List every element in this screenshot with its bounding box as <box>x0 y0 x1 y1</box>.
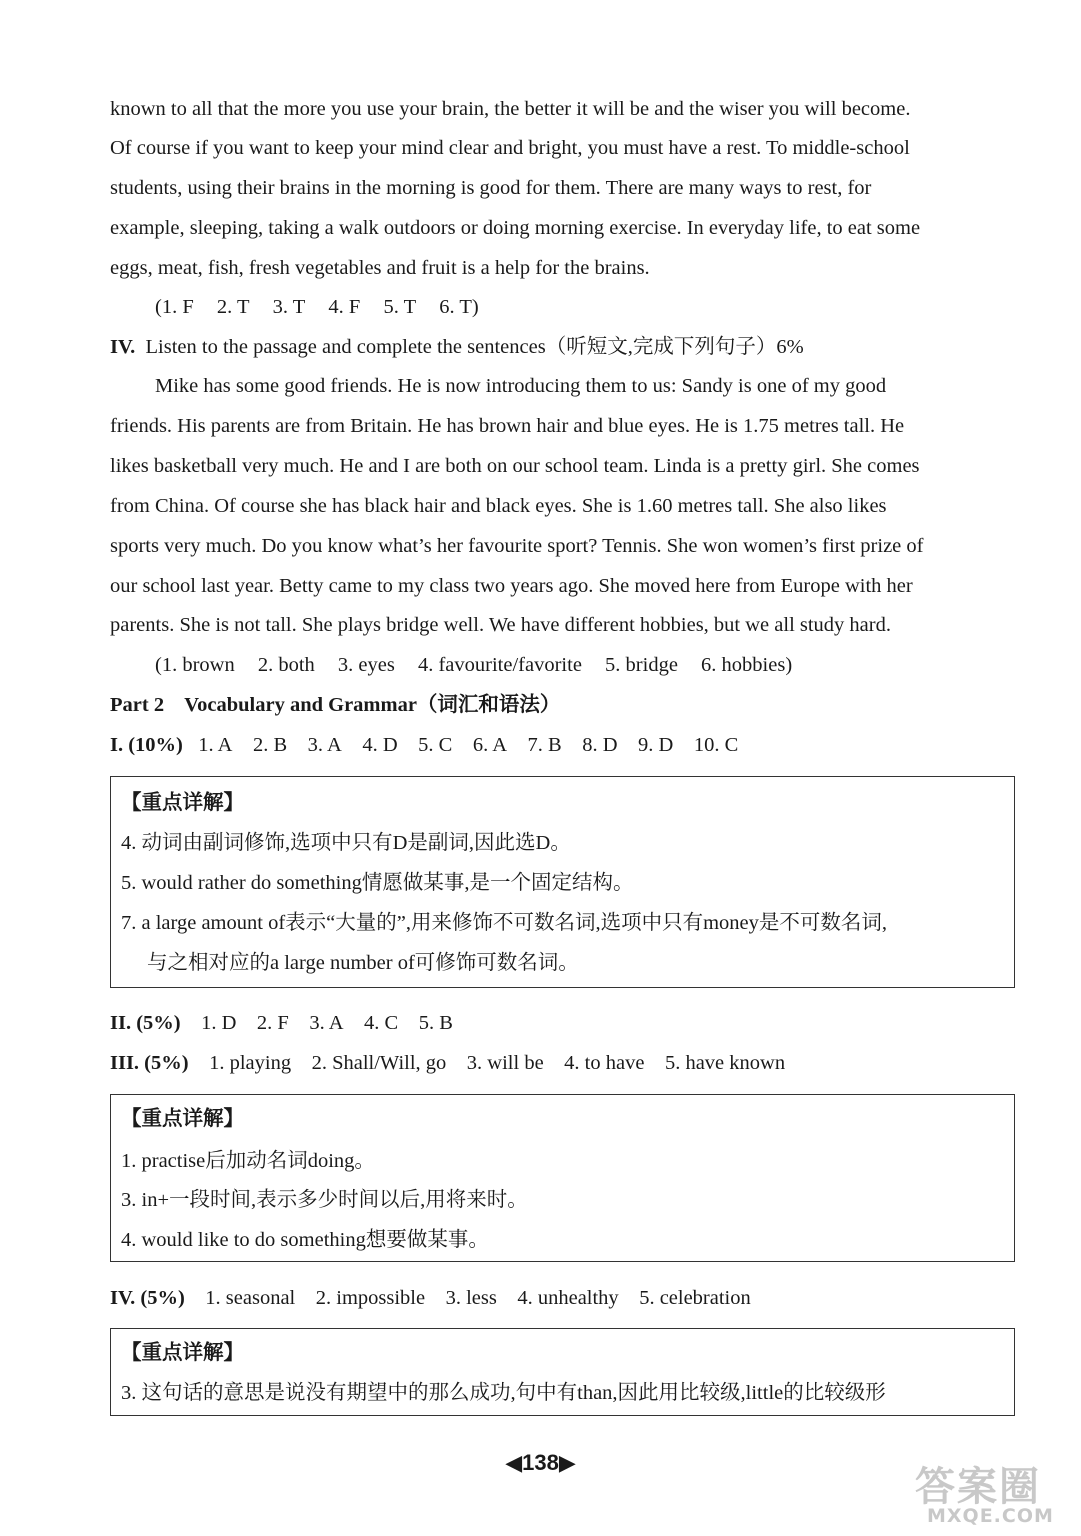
answer-item: (1. F <box>155 296 194 318</box>
passage-line: eggs, meat, fish, fresh vegetables and fruit is a help for the brains. <box>110 257 650 279</box>
passage-line: sports very much. Do you know what’s her favourite sport? Tennis. She won women’s first prize of <box>110 535 924 557</box>
answer-item: 5. bridge <box>605 654 678 676</box>
answer-line-q3: III. (5%) 1. playing 2. Shall/Will, go 3. will be 4. to have 5. have known <box>110 1052 786 1074</box>
passage-line: known to all that the more you use your brain, the better it will be and the wiser you will become. <box>110 98 911 120</box>
answer-line-q1: I. (10%) 1. A 2. B 3. A 4. D 5. C 6. A 7. B 8. D 9. D 10. C <box>110 734 739 756</box>
answer-item: 2. T <box>216 296 250 318</box>
box-item: 4. would like to do something想要做某事。 <box>121 1229 489 1251</box>
passage-line: parents. She is not tall. She plays bridge well. We have different hobbies, but we all study hard. <box>110 614 891 636</box>
answer-line-section4 <box>155 651 792 679</box>
box-item: 4. 动词由副词修饰,选项中只有D是副词,因此选D。 <box>121 832 571 854</box>
answer-item: 6. hobbies) <box>701 654 793 676</box>
arrow-left-icon: ◀ <box>505 1450 523 1475</box>
box-heading: 【重点详解】 <box>121 1108 244 1130</box>
passage-line: our school last year. Betty came to my class two years ago. She moved here from Europe with her <box>110 575 913 597</box>
box-heading: 【重点详解】 <box>121 1342 244 1364</box>
page-number: ◀138▶ <box>505 1450 576 1475</box>
answer-item: (1. brown <box>155 654 235 676</box>
explanation-box <box>110 1094 1015 1262</box>
answer-item: 6. T) <box>439 296 479 318</box>
answer-line-q4: IV. (5%) 1. seasonal 2. impossible 3. less 4. unhealthy 5. celebration <box>110 1287 751 1309</box>
passage-line: likes basketball very much. He and I are both on our school team. Linda is a pretty girl. She comes <box>110 455 920 477</box>
box-item: 7. a large amount of表示“大量的”,用来修饰不可数名词,选项中只有money是不可数名词, <box>121 912 888 934</box>
box-item: 与之相对应的a large number of可修饰可数名词。 <box>147 952 579 974</box>
box-item: 1. practise后加动名词doing。 <box>121 1150 375 1172</box>
answer-item: 4. F <box>328 296 361 318</box>
answer-item: 4. favourite/favorite <box>417 654 582 676</box>
passage-line: example, sleeping, taking a walk outdoors or doing morning exercise. In everyday life, to eat some <box>110 217 921 239</box>
passage-line: friends. His parents are from Britain. He has brown hair and blue eyes. He is 1.75 metres tall. He <box>110 415 905 437</box>
part-heading: Part 2 Vocabulary and Grammar（词汇和语法） <box>110 694 561 716</box>
answer-item: 5. T <box>383 296 417 318</box>
answer-line-part1-3 <box>155 293 479 321</box>
passage-line: students, using their brains in the morning is good for them. There are many ways to rest, for <box>110 177 872 199</box>
answer-line-q2: II. (5%) 1. D 2. F 3. A 4. C 5. B <box>110 1012 453 1034</box>
passage-line: Mike has some good friends. He is now introducing them to us: Sandy is one of my good <box>155 375 887 397</box>
answer-item: 3. T <box>272 296 306 318</box>
passage-line: Of course if you want to keep your mind clear and bright, you must have a rest. To middle-school <box>110 137 910 159</box>
explanation-box <box>110 1328 1015 1416</box>
explanation-box <box>110 776 1015 988</box>
watermark-logo: 答案圈 MXQE.COM <box>915 1464 1054 1527</box>
box-item: 5. would rather do something情愿做某事,是一个固定结构。 <box>121 872 634 894</box>
box-item: 3. in+一段时间,表示多少时间以后,用将来时。 <box>121 1189 528 1211</box>
arrow-right-icon: ▶ <box>558 1450 576 1475</box>
box-heading: 【重点详解】 <box>121 792 244 814</box>
passage-line: from China. Of course she has black hair and black eyes. She is 1.60 metres tall. She also likes <box>110 495 887 517</box>
section-heading: IV. Listen to the passage and complete the sentences（听短文,完成下列句子）6% <box>110 336 804 358</box>
box-item: 3. 这句话的意思是说没有期望中的那么成功,句中有than,因此用比较级,little的比较级形 <box>121 1382 886 1404</box>
section-title: Listen to the passage and complete the sentences（听短文,完成下列句子）6% <box>145 336 804 358</box>
answer-item: 3. eyes <box>337 654 395 676</box>
answer-item: 2. both <box>257 654 315 676</box>
